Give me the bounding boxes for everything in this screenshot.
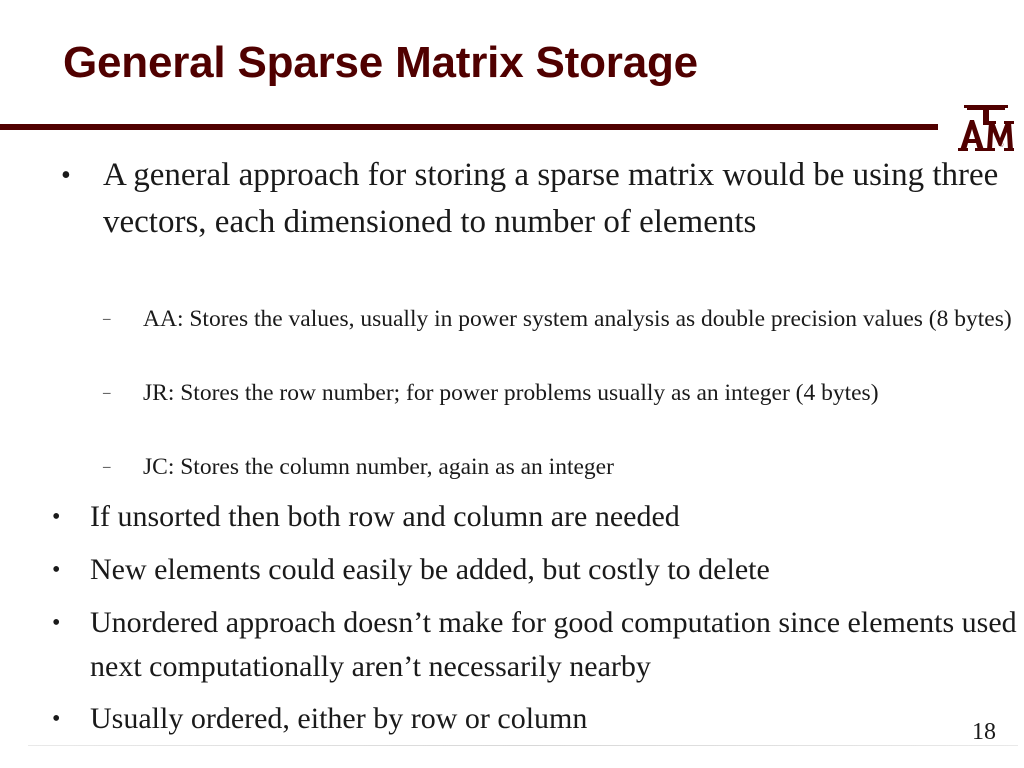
bullet-glyph: • xyxy=(52,706,61,732)
bullet-glyph: • xyxy=(52,557,61,583)
bullet-item xyxy=(52,548,1024,592)
sub-bullet-item xyxy=(103,376,1013,411)
sub-bullet-text: JC: Stores the column number, again as an integer xyxy=(143,454,614,480)
bullet-item xyxy=(61,152,1001,246)
sub-bullet-glyph: – xyxy=(103,459,111,475)
sub-bullet-item xyxy=(103,450,1013,485)
bullet-glyph: • xyxy=(52,504,61,530)
title-underline xyxy=(0,124,938,130)
registered-mark: ® xyxy=(999,143,1004,149)
sub-bullet-text: AA: Stores the values, usually in power system analysis as double precision values (8 bytes) xyxy=(143,306,1012,332)
bullet-text: If unsorted then both row and column are needed xyxy=(90,500,680,533)
bullet-text: Unordered approach doesn’t make for good computation since elements used next computationally aren’t necessarily nearby xyxy=(90,606,1017,683)
bullet-text: New elements could easily be added, but costly to delete xyxy=(90,553,770,586)
page-number: 18 xyxy=(972,719,996,745)
sub-bullet-glyph: – xyxy=(103,311,111,327)
sub-bullet-glyph: – xyxy=(103,385,111,401)
bullet-text: A general approach for storing a sparse matrix would be using three vectors, each dimensioned to number of elements xyxy=(103,157,999,240)
sub-bullet-item xyxy=(103,302,1013,337)
slide-title: General Sparse Matrix Storage xyxy=(63,38,698,87)
tamu-atm-logo-icon xyxy=(958,104,1014,152)
bullet-glyph: • xyxy=(61,160,71,191)
sub-bullet-text: JR: Stores the row number; for power problems usually as an integer (4 bytes) xyxy=(143,380,879,406)
bullet-text: Usually ordered, either by row or column xyxy=(90,702,588,735)
bullet-item xyxy=(52,697,1024,741)
footer-divider xyxy=(28,745,1018,746)
bullet-glyph: • xyxy=(52,610,61,636)
bullet-item xyxy=(52,495,1024,539)
bullet-item xyxy=(52,601,1024,689)
